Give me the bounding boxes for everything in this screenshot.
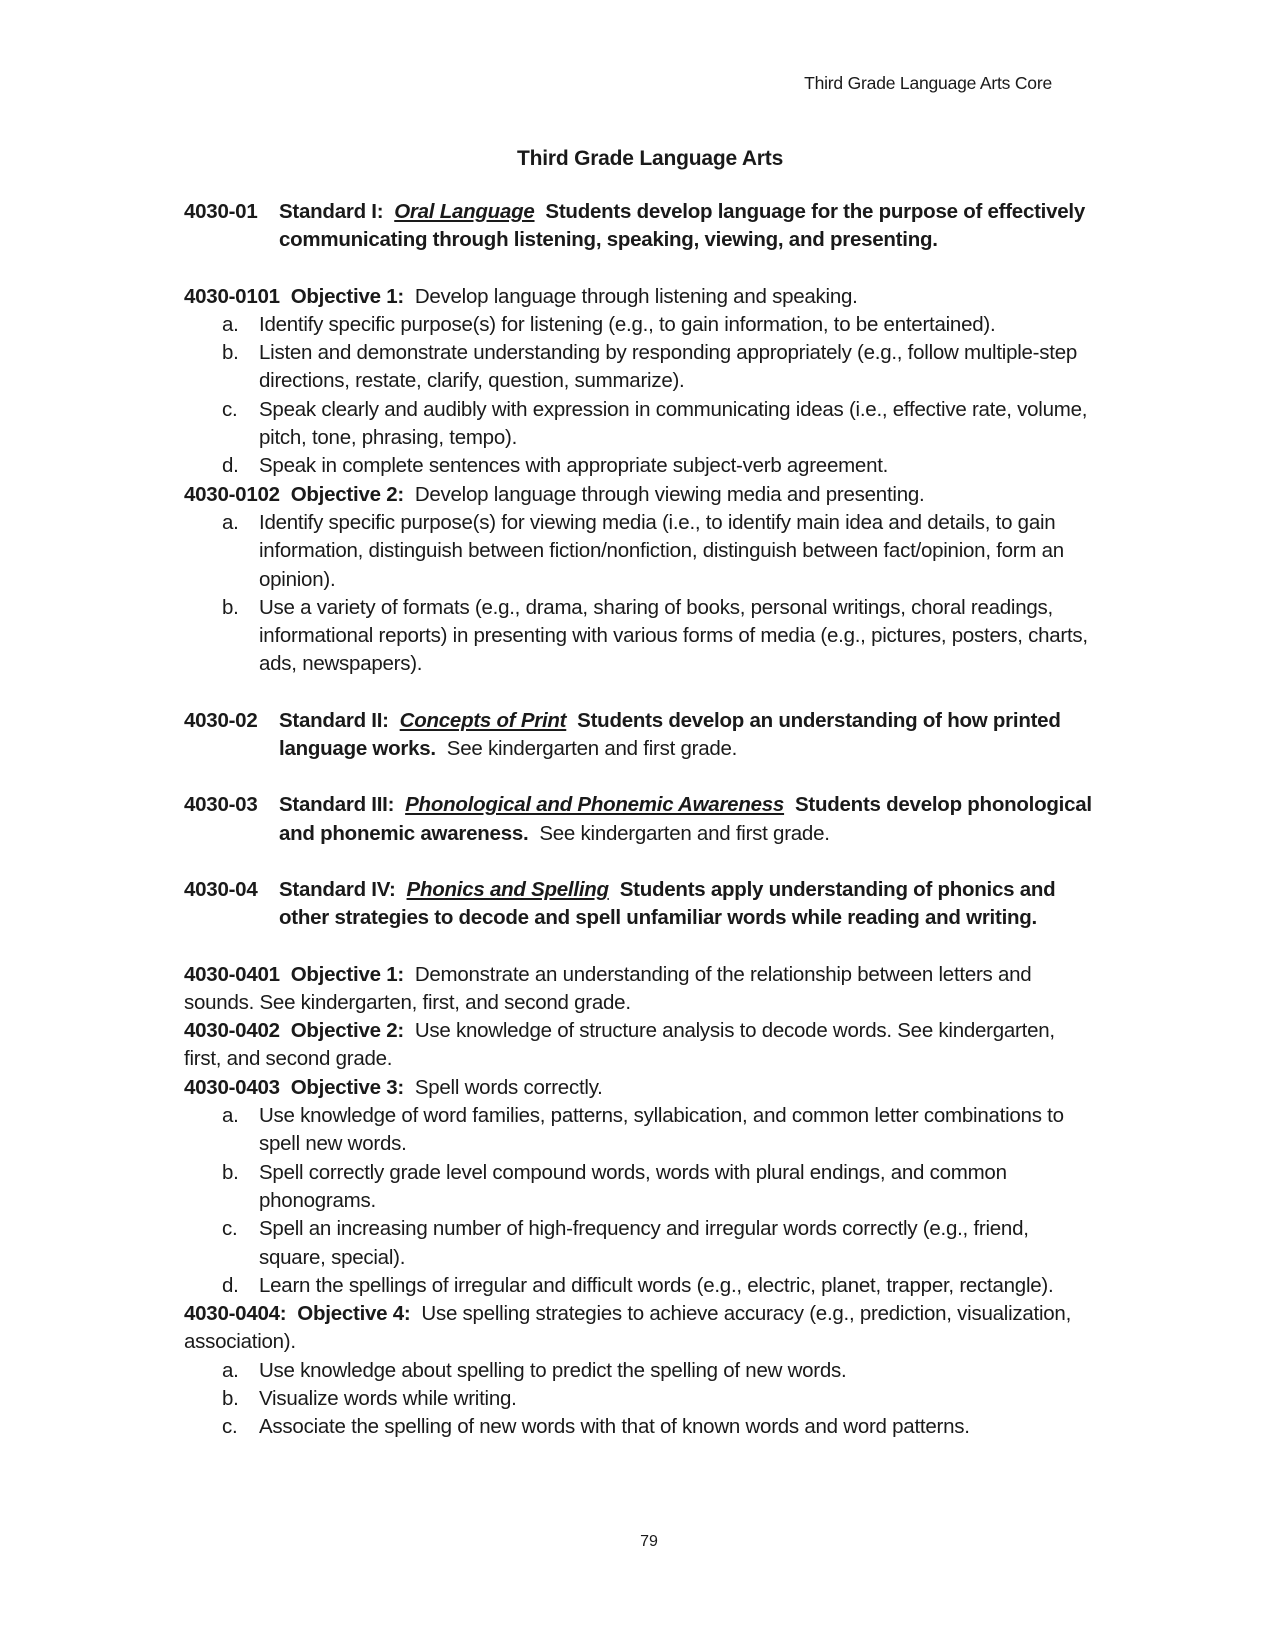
standard-4 — [184, 876, 1094, 933]
standard-statement: Students develop phonological and phonemic awareness. — [279, 793, 1092, 845]
list-item — [222, 1272, 1094, 1300]
list-item — [222, 1357, 1094, 1385]
standard-statement: Students develop an understanding of how printed language works. — [279, 708, 1061, 761]
running-header: Third Grade Language Arts Core — [804, 73, 1052, 93]
objective-text: Demonstrate an understanding of the relationship between letters and sounds. See kindergarten, first, and second grade. — [184, 962, 1032, 1014]
item-letter: a. — [222, 312, 239, 336]
item-text: Spell correctly grade level compound words, words with plural endings, and common phonograms. — [259, 1160, 1007, 1212]
spacer — [184, 933, 1094, 961]
standard-statement: Students apply understanding of phonics and other strategies to decode and spell unfamiliar words while reading and writing. — [279, 877, 1056, 930]
item-text: Identify specific purpose(s) for viewing media (i.e., to identify main idea and details, to gain information, distinguish between fiction/nonfiction, distinguish between fact/opinion, form an opinion). — [259, 510, 1064, 591]
standard-label: Standard IV: — [279, 877, 396, 901]
item-text: Visualize words while writing. — [259, 1386, 517, 1410]
item-text: Use a variety of formats (e.g., drama, sharing of books, personal writings, choral readings, informational reports) in presenting with various forms of media (e.g., pictures, posters, charts, ads, newspapers). — [259, 595, 1088, 676]
objective-code: 4030-0401 — [184, 962, 280, 986]
item-letter: b. — [222, 341, 239, 365]
standard-note: See kindergarten and first grade. — [539, 821, 830, 845]
item-text: Learn the spellings of irregular and difficult words (e.g., electric, planet, trapper, rectangle). — [259, 1273, 1054, 1297]
standard-2 — [184, 707, 1094, 764]
standard-1 — [184, 198, 1094, 255]
objective-item-list — [184, 509, 1094, 679]
item-letter: b. — [222, 595, 239, 619]
objective-text: Develop language through listening and speaking. — [414, 284, 858, 308]
document-body — [184, 198, 1094, 1442]
objective-4030-0402 — [184, 1017, 1094, 1074]
item-text: Use knowledge of word families, patterns, syllabication, and common letter combinations to spell new words. — [259, 1104, 1064, 1156]
objective-item-list — [184, 1357, 1094, 1442]
objective-text: Develop language through viewing media and presenting. — [414, 482, 925, 506]
list-item — [222, 1159, 1094, 1216]
standard-statement: Students develop language for the purpose of effectively communicating through listening, speaking, viewing, and presenting. — [279, 200, 1086, 252]
item-letter: d. — [222, 1273, 239, 1297]
standard-code: 4030-01 — [184, 200, 258, 223]
item-letter: b. — [222, 1160, 239, 1184]
list-item — [222, 1215, 1094, 1272]
objective-item-list — [184, 1102, 1094, 1300]
objective-label: Objective 2: — [290, 482, 404, 506]
page-number: 79 — [640, 1533, 658, 1550]
objective-text: Spell words correctly. — [414, 1075, 603, 1099]
list-item — [222, 1413, 1094, 1441]
item-letter: c. — [222, 1415, 238, 1439]
standard-title: Phonological and Phonemic Awareness — [405, 793, 785, 817]
objective-code: 4030-0402 — [184, 1019, 280, 1043]
list-item — [222, 452, 1094, 480]
list-item — [222, 311, 1094, 339]
objective-text: Use knowledge of structure analysis to decode words. See kindergarten, first, and second grade. — [184, 1019, 1055, 1071]
item-letter: c. — [222, 1217, 238, 1241]
objective-label: Objective 4: — [297, 1302, 411, 1326]
item-text: Identify specific purpose(s) for listening (e.g., to gain information, to be entertained). — [259, 312, 996, 336]
list-item — [222, 594, 1094, 679]
item-text: Associate the spelling of new words with that of known words and word patterns. — [259, 1415, 970, 1439]
objective-item-list — [184, 311, 1094, 481]
item-text: Listen and demonstrate understanding by responding appropriately (e.g., follow multiple-step directions, restate, clarify, question, summarize). — [259, 341, 1078, 393]
standard-3 — [184, 791, 1094, 848]
item-text: Use knowledge about spelling to predict the spelling of new words. — [259, 1358, 847, 1382]
objective-code: 4030-0404: — [184, 1302, 287, 1326]
standard-note: See kindergarten and first grade. — [446, 737, 738, 761]
list-item — [222, 1385, 1094, 1413]
standard-title: Phonics and Spelling — [406, 877, 609, 901]
objective-text: Use spelling strategies to achieve accuracy (e.g., prediction, visualization, association). — [184, 1302, 1072, 1354]
objective-4030-0101 — [184, 283, 1094, 311]
item-text: Speak clearly and audibly with expression in communicating ideas (i.e., effective rate, volume, pitch, tone, phrasing, tempo). — [259, 397, 1088, 450]
objective-4030-0403 — [184, 1074, 1094, 1102]
item-letter: b. — [222, 1386, 239, 1410]
objective-4030-0404 — [184, 1300, 1094, 1357]
standard-code: 4030-02 — [184, 708, 258, 732]
item-letter: c. — [222, 397, 238, 421]
objective-label: Objective 2: — [290, 1019, 404, 1043]
item-text: Spell an increasing number of high-frequency and irregular words correctly (e.g., friend, square, special). — [259, 1217, 1029, 1269]
objective-code: 4030-0403 — [184, 1075, 280, 1099]
standard-title: Concepts of Print — [399, 708, 567, 732]
item-text: Speak in complete sentences with appropriate subject-verb agreement. — [259, 454, 889, 478]
standard-label: Standard III: — [279, 793, 395, 817]
item-letter: a. — [222, 1104, 239, 1128]
list-item — [222, 1102, 1094, 1159]
spacer — [184, 848, 1094, 876]
item-letter: a. — [222, 1358, 239, 1382]
objective-code: 4030-0101 — [184, 284, 280, 308]
objective-label: Objective 1: — [290, 284, 404, 308]
item-letter: a. — [222, 510, 239, 534]
page-title: Third Grade Language Arts — [516, 147, 784, 170]
objective-label: Objective 3: — [290, 1075, 404, 1099]
objective-label: Objective 1: — [290, 962, 404, 986]
objective-code: 4030-0102 — [184, 482, 280, 506]
list-item — [222, 339, 1094, 396]
list-item — [222, 509, 1094, 594]
spacer — [184, 255, 1094, 283]
standard-label: Standard I: — [279, 200, 384, 223]
objective-4030-0102 — [184, 481, 1094, 509]
spacer — [184, 679, 1094, 707]
objective-4030-0401 — [184, 961, 1094, 1018]
list-item — [222, 396, 1094, 453]
standard-code: 4030-03 — [184, 793, 258, 817]
standard-label: Standard II: — [279, 708, 389, 732]
standard-code: 4030-04 — [184, 877, 258, 901]
item-letter: d. — [222, 454, 239, 478]
standard-title: Oral Language — [394, 200, 535, 223]
spacer — [184, 763, 1094, 791]
